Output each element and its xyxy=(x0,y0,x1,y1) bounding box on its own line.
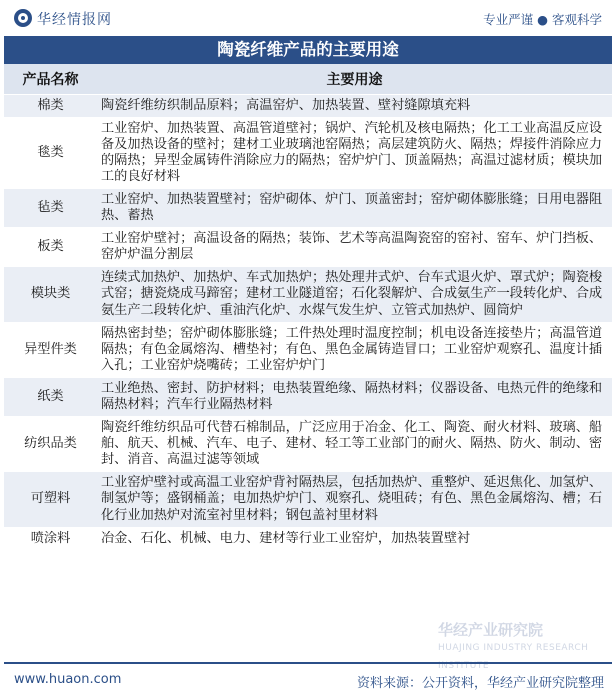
product-use: 连续式加热炉、加热炉、车式加热炉；热处理井式炉、台车式退火炉、罩式炉；陶瓷梭式窑；搪瓷烧成马蹄窑；建材工业隧道窑；石化裂解炉、合成氨生产一段转化炉、合成氨生产二段转化炉、重油汽化炉、水煤气发生炉、立管式加热炉、圆筒炉 xyxy=(97,267,612,322)
product-use: 工业窑炉、加热装置壁衬；窑炉砌体、炉门、顶盖密封；窑炉砌体膨胀缝；日用电器阻热、蓄热 xyxy=(97,188,612,227)
uses-table xyxy=(4,64,612,550)
product-use: 隔热密封垫；窑炉砌体膨胀缝；工件热处理时温度控制；机电设备连接垫片；高温管道隔热；有色金属熔沟、槽垫衬；有色、黑色金属铸造冒口；工业窑炉观察孔、温度计插入孔；工业窑炉烧嘴砖；工业窑炉炉门 xyxy=(97,322,612,377)
table-row xyxy=(4,228,612,267)
product-name: 异型件类 xyxy=(4,322,97,377)
table-row xyxy=(4,472,612,527)
slogan: 专业严谨 ● 客观科学 xyxy=(483,12,602,27)
page-title: 陶瓷纤维产品的主要用途 xyxy=(4,36,612,64)
product-use: 工业绝热、密封、防护材料；电热装置绝缘、隔热材料；仪器设备、电热元件的绝缘和隔热材料；汽车行业隔热材料 xyxy=(97,377,612,416)
product-name: 板类 xyxy=(4,228,97,267)
product-use: 陶瓷纤维纺织品可代替石棉制品，广泛应用于冶金、化工、陶瓷、耐火材料、玻璃、船舶、航天、机械、汽车、电子、建材、轻工等工业部门的耐火、隔热、防火、制动、密封、消音、高温过滤等领域 xyxy=(97,417,612,472)
table-row xyxy=(4,117,612,188)
brand-name: 华经情报网 xyxy=(37,12,112,28)
column-header-use: 主要用途 xyxy=(97,64,612,94)
watermark-subtitle: HUAJING INDUSTRY RESEARCH INSTITUTE xyxy=(438,643,589,671)
table-row xyxy=(4,377,612,416)
product-name: 纸类 xyxy=(4,377,97,416)
table-row xyxy=(4,527,612,550)
product-name: 棉类 xyxy=(4,94,97,117)
top-bar xyxy=(0,0,616,36)
product-use: 陶瓷纤维纺织制品原料；高温窑炉、加热装置、壁衬缝隙填充料 xyxy=(97,94,612,117)
table-row xyxy=(4,94,612,117)
site-url: www.huaon.com xyxy=(14,672,122,687)
huajing-logo-icon xyxy=(14,9,32,27)
watermark xyxy=(438,621,616,671)
product-use: 工业窑炉壁衬或高温工业窑炉背衬隔热层，包括加热炉、重整炉、延迟焦化、加氢炉、制氢炉等；盛钢桶盖；电加热炉炉门、观察孔、烧咀砖；有色、黑色金属熔沟、槽；石化行业加热炉对流室衬里材料；钢包盖衬里材料 xyxy=(97,472,612,527)
product-name: 可塑料 xyxy=(4,472,97,527)
source-note: 资料来源：公开资料，华经产业研究院整理 xyxy=(356,676,604,691)
column-header-name: 产品名称 xyxy=(4,64,97,94)
product-use: 冶金、石化、机械、电力、建材等行业工业窑炉，加热装置壁衬 xyxy=(97,527,612,550)
footer xyxy=(4,662,612,694)
product-name: 毡类 xyxy=(4,188,97,227)
product-use: 工业窑炉壁衬；高温设备的隔热；装饰、艺术等高温陶瓷窑的窑衬、窑车、炉门挡板、窑炉炉温分割层 xyxy=(97,228,612,267)
product-name: 毯类 xyxy=(4,117,97,188)
table-row xyxy=(4,417,612,472)
product-use: 工业窑炉、加热装置、高温管道壁衬；锅炉、汽轮机及核电隔热；化工工业高温反应设备及加热设备的壁衬；建材工业玻璃池窑隔热；高层建筑防火、隔热；焊接件消除应力的隔热；异型金属铸件消除应力的隔热；窑炉炉门、顶盖隔热；高温过滤材质；模块加工的良好材料 xyxy=(97,117,612,188)
product-name: 纺织品类 xyxy=(4,417,97,472)
table-row xyxy=(4,322,612,377)
table-row xyxy=(4,188,612,227)
watermark-name: 华经产业研究院 xyxy=(438,621,544,639)
table-header-row xyxy=(4,64,612,94)
product-name: 喷涂料 xyxy=(4,527,97,550)
product-name: 模块类 xyxy=(4,267,97,322)
table-row xyxy=(4,267,612,322)
